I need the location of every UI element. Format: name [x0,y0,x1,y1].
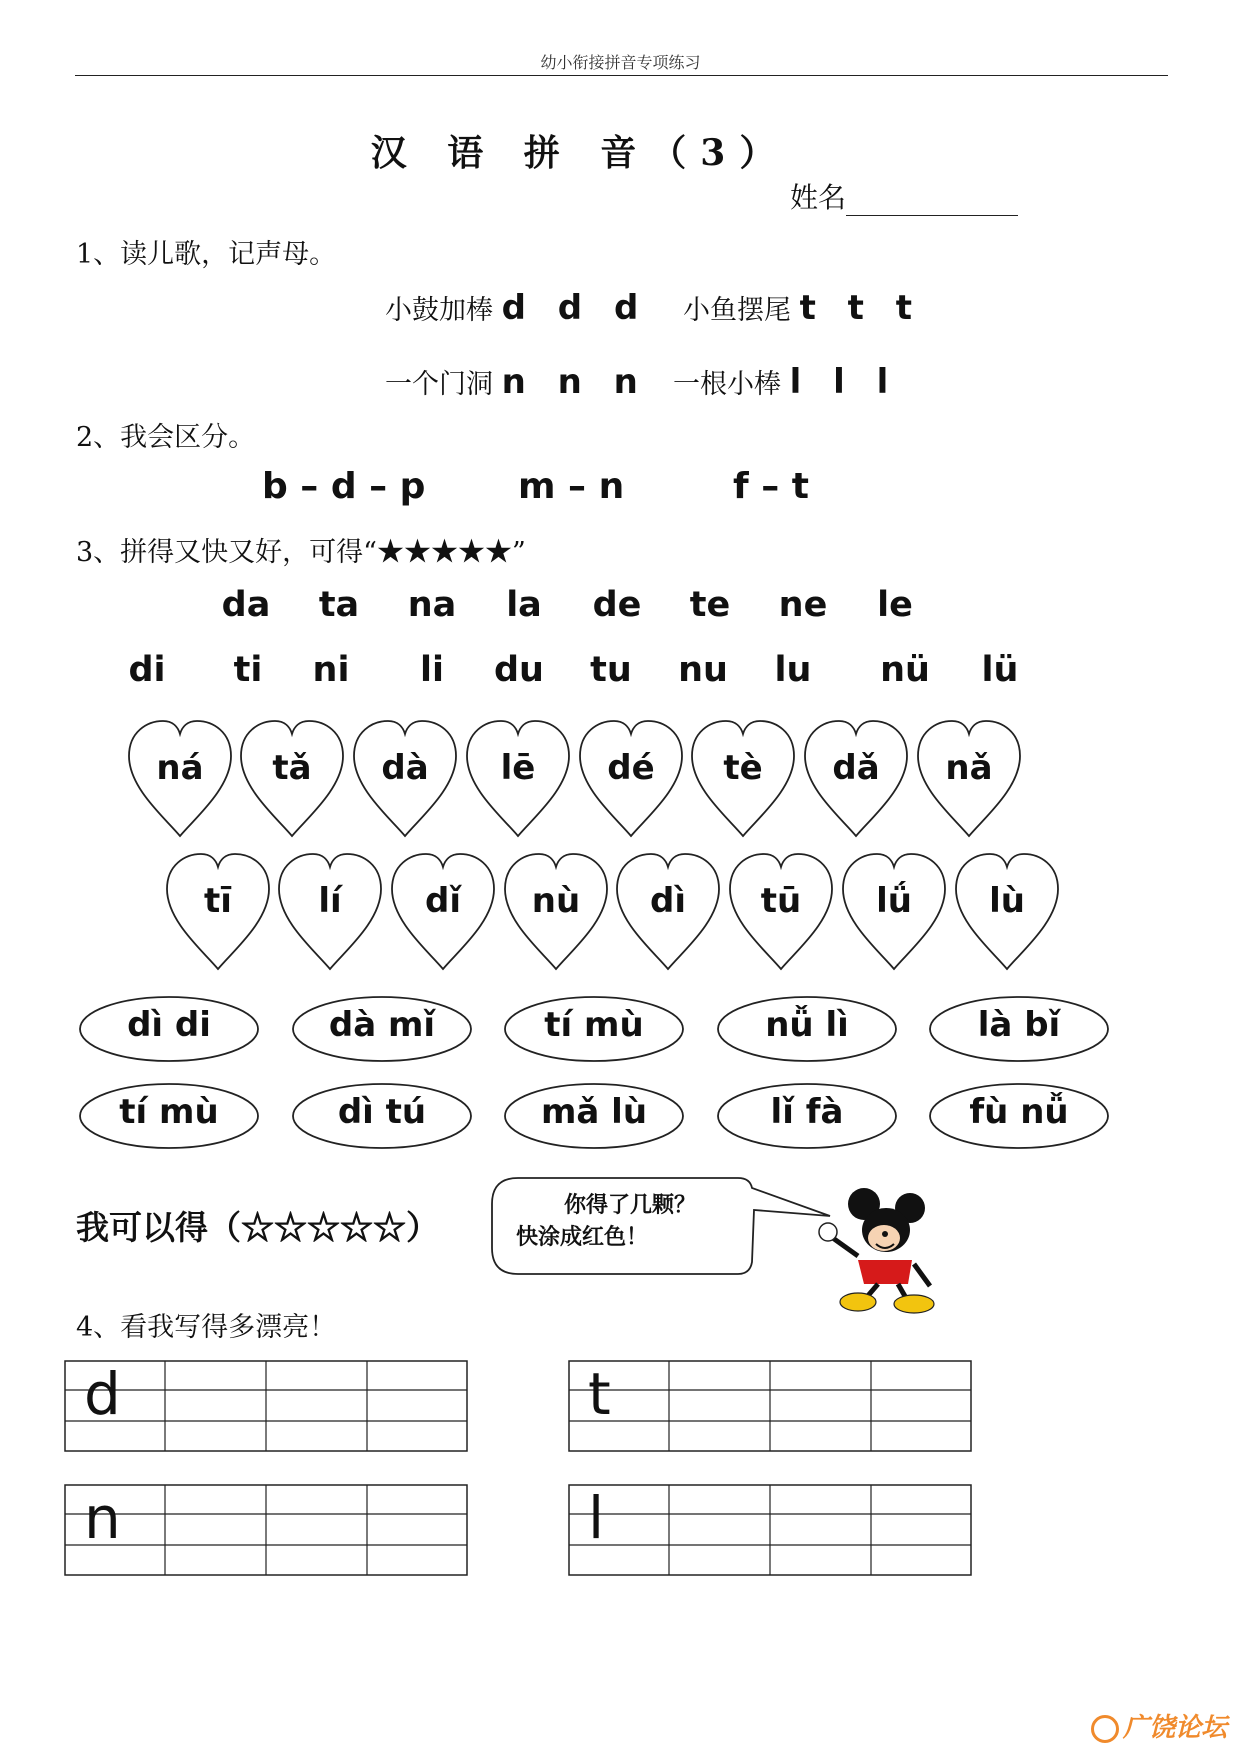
syllable: ta [318,585,360,625]
heart-card [801,718,911,840]
syllable: da [221,585,271,625]
mickey-mouse-illustration [818,1186,948,1316]
rhyme-letters: n n n [501,362,648,402]
heart-syllable: lí [318,881,342,921]
word-text: tí mù [119,1092,219,1132]
distinguish-1: b – d – p [262,466,426,507]
syllable: lü [981,650,1019,690]
distinguish-2: m – n [518,466,625,507]
heart-card [613,851,723,973]
rhyme-text: 小鱼摆尾 [683,295,791,326]
syllable: de [592,585,642,625]
section-3-heading: 3、拼得又快又好，可得“★★★★★” [76,537,526,568]
word-text: dà mǐ [328,1005,436,1045]
writing-grid-n[interactable] [64,1484,468,1576]
heart-syllable: lē [500,748,536,788]
rhyme-4 [673,362,898,402]
syllable: la [506,585,542,625]
rhyme-letters: l l l [789,362,899,402]
section-1-heading: 1、读儿歌，记声母。 [76,239,337,270]
speech-bubble [488,1170,848,1282]
word-oval [291,995,473,1063]
heart-card [501,851,611,973]
heart-card [576,718,686,840]
rhyme-1 [385,288,648,328]
heart-syllable: tū [760,881,802,921]
syllable: di [128,650,166,690]
word-oval [503,995,685,1063]
heart-card [952,851,1062,973]
heart-syllable: lǘ [876,881,912,921]
stars-earned-text[interactable]: 我可以得（☆☆☆☆☆） [76,1208,439,1247]
heart-syllable: tǎ [272,748,312,788]
word-oval [716,995,898,1063]
word-oval [716,1082,898,1150]
heart-syllable: dà [381,748,429,788]
rhyme-2 [683,288,922,328]
word-oval [928,995,1110,1063]
heart-syllable: dì [650,881,686,921]
syllable: te [689,585,731,625]
rhyme-text: 小鼓加棒 [385,295,493,326]
heart-syllable: nǎ [945,748,993,788]
rhyme-text: 一根小棒 [673,369,781,400]
page-header: 幼小衔接拼音专项练习 [540,53,701,72]
heart-syllable: ná [156,748,204,788]
word-oval [78,1082,260,1150]
heart-syllable: dǐ [425,881,461,921]
word-text: là bǐ [977,1005,1061,1045]
syllable: li [420,650,444,690]
word-text: fù nǚ [969,1092,1069,1132]
syllable: ti [233,650,263,690]
heart-syllable: dé [607,748,655,788]
watermark-text: 广饶论坛 [1122,1713,1227,1743]
heart-card [275,851,385,973]
writing-grid-l[interactable] [568,1484,972,1576]
rhyme-text: 一个门洞 [385,369,493,400]
heart-card [237,718,347,840]
heart-card [463,718,573,840]
word-oval [928,1082,1110,1150]
watermark-logo [1091,1707,1227,1744]
heart-syllable: tè [723,748,763,788]
header-rule [75,75,1168,76]
word-text: mǎ lù [540,1092,648,1132]
syllable: du [494,650,544,690]
syllable: tu [590,650,632,690]
syllable: ne [778,585,828,625]
writing-model-letter: n [84,1484,121,1552]
heart-syllable: nù [531,881,581,921]
heart-card [839,851,949,973]
word-text: lǐ fà [770,1092,844,1132]
name-field[interactable] [790,176,1018,216]
heart-card [163,851,273,973]
syllable: nu [678,650,728,690]
section-2-heading: 2、我会区分。 [76,422,256,453]
word-text: dì tú [337,1092,427,1132]
name-blank-line[interactable] [846,189,1018,216]
word-text: dì di [127,1005,211,1045]
word-oval [291,1082,473,1150]
rhyme-letters: d d d [501,288,649,328]
heart-syllable: tī [204,881,232,921]
section-4-heading: 4、看我写得多漂亮！ [76,1312,337,1343]
heart-card [726,851,836,973]
writing-grid-d[interactable] [64,1360,468,1452]
writing-model-letter: d [84,1360,121,1428]
heart-card [914,718,1024,840]
heart-card [688,718,798,840]
syllable: nü [880,650,930,690]
writing-model-letter: t [588,1360,611,1428]
word-text: nǚ lì [765,1005,849,1045]
word-oval [503,1082,685,1150]
name-label: 姓名 [790,181,847,214]
heart-card [125,718,235,840]
word-oval [78,995,260,1063]
heart-card [350,718,460,840]
bubble-line-2: 快涂成红色！ [516,1225,649,1250]
heart-syllable: dǎ [832,748,880,788]
heart-card [388,851,498,973]
writing-model-letter: l [588,1484,605,1552]
syllable: le [877,585,913,625]
syllable: ni [312,650,350,690]
syllable: na [407,585,457,625]
rhyme-3 [385,362,648,402]
word-text: tí mù [544,1005,644,1045]
heart-syllable: lù [989,881,1025,921]
watermark-g-icon [1091,1715,1119,1743]
bubble-line-1: 你得了几颗？ [564,1193,697,1218]
page-title: 汉 语 拼 音（3） [370,132,790,174]
writing-grid-t[interactable] [568,1360,972,1452]
rhyme-letters: t t t [799,288,923,328]
syllable: lu [774,650,812,690]
distinguish-3: f – t [733,466,809,507]
